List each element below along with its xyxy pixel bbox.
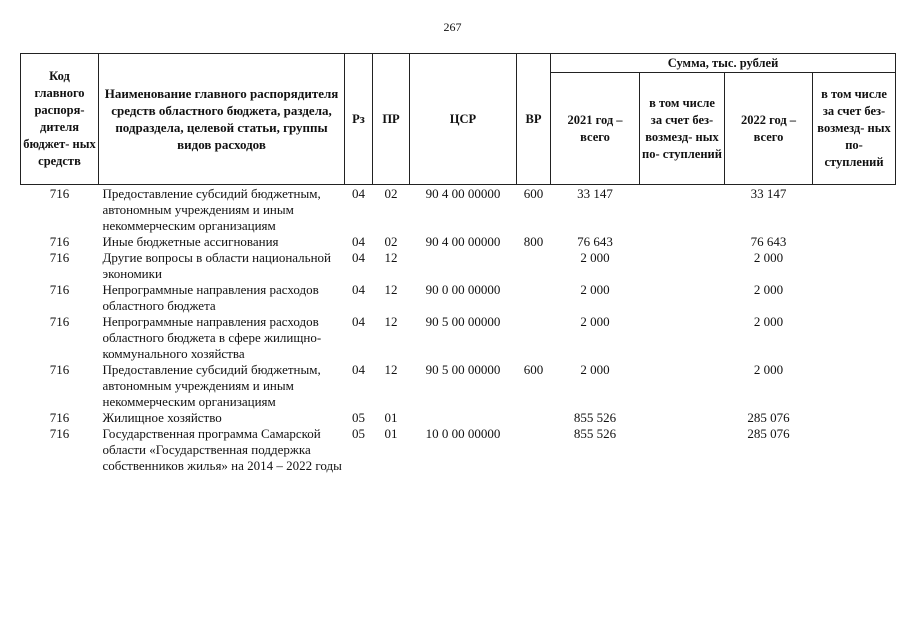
cell-pr: 01 xyxy=(384,426,398,441)
cell-2021-total: 76 643 xyxy=(577,234,613,249)
cell-pr: 02 xyxy=(384,234,398,249)
page-number: 267 xyxy=(443,20,462,34)
cell-name: Предоставление субсидий бюджетным, автономным учреждениям и иным некоммерческим организациям xyxy=(102,362,321,409)
cell-2022-free xyxy=(813,426,896,474)
cell-2021-free xyxy=(640,234,725,250)
cell-csr xyxy=(410,410,517,426)
cell-name: Жилищное хозяйство xyxy=(102,410,222,425)
cell-2022-total: 2 000 xyxy=(753,362,784,377)
cell-2022-free xyxy=(813,410,896,426)
cell-rz: 04 xyxy=(352,314,365,329)
cell-csr: 90 0 00 00000 xyxy=(425,282,501,297)
header-rz: Рз xyxy=(345,54,373,185)
header-2021-total: 2021 год – всего xyxy=(551,73,640,185)
cell-vr: 600 xyxy=(523,186,544,201)
cell-vr xyxy=(517,410,551,426)
table-row xyxy=(21,250,896,282)
cell-2022-free xyxy=(813,314,896,362)
cell-pr: 01 xyxy=(384,410,398,425)
cell-code: 716 xyxy=(49,362,70,377)
cell-csr: 90 5 00 00000 xyxy=(425,362,501,377)
cell-vr xyxy=(517,314,551,362)
cell-2021-total: 855 526 xyxy=(573,410,617,425)
cell-vr: 600 xyxy=(523,362,544,377)
cell-2022-free xyxy=(813,234,896,250)
cell-pr: 12 xyxy=(384,314,398,329)
cell-pr: 12 xyxy=(384,250,398,265)
cell-2022-free xyxy=(813,282,896,314)
cell-2021-free xyxy=(640,362,725,410)
header-csr: ЦСР xyxy=(410,54,517,185)
cell-rz: 05 xyxy=(352,426,365,441)
cell-rz: 05 xyxy=(352,410,365,425)
cell-2021-total: 2 000 xyxy=(580,314,610,329)
cell-code: 716 xyxy=(49,250,70,265)
cell-rz: 04 xyxy=(352,362,365,377)
table-row xyxy=(21,314,896,362)
header-vr: ВР xyxy=(517,54,551,185)
cell-pr: 12 xyxy=(384,362,398,377)
cell-name: Предоставление субсидий бюджетным, автономным учреждениям и иным некоммерческим организациям xyxy=(102,186,321,233)
cell-2021-total: 2 000 xyxy=(580,362,610,377)
cell-2021-free xyxy=(640,250,725,282)
header-2022-free: в том числе за счет без- возмезд- ных по- ступлений xyxy=(813,73,896,185)
cell-2021-total: 2 000 xyxy=(580,250,610,265)
cell-csr: 10 0 00 00000 xyxy=(425,426,501,441)
table-row xyxy=(21,362,896,410)
cell-2022-total: 285 076 xyxy=(747,426,790,441)
cell-2022-total: 2 000 xyxy=(753,250,784,265)
cell-2021-total: 33 147 xyxy=(577,186,613,201)
cell-2021-free xyxy=(640,314,725,362)
header-name: Наименование главного распорядителя средств областного бюджета, раздела, подраздела, целевой статьи, группы видов расходов xyxy=(99,54,345,185)
header-2022-total: 2022 год – всего xyxy=(725,73,813,185)
header-2021-free: в том числе за счет без- возмезд- ных по- ступлений xyxy=(640,73,725,185)
cell-2021-free xyxy=(640,185,725,235)
cell-rz: 04 xyxy=(352,234,365,249)
cell-2022-free xyxy=(813,250,896,282)
header-code: Код главного распоря- дителя бюджет- ных средств xyxy=(21,54,99,185)
cell-code: 716 xyxy=(49,410,70,425)
table-body xyxy=(21,185,896,475)
table-row xyxy=(21,426,896,474)
cell-pr: 12 xyxy=(384,282,398,297)
cell-pr: 02 xyxy=(384,186,398,201)
cell-2022-total: 2 000 xyxy=(753,314,784,329)
header-pr: ПР xyxy=(373,54,410,185)
cell-name: Непрограммные направления расходов областного бюджета xyxy=(102,282,319,313)
cell-rz: 04 xyxy=(352,282,365,297)
cell-rz: 04 xyxy=(352,250,365,265)
cell-rz: 04 xyxy=(352,186,365,201)
cell-name: Государственная программа Самарской области «Государственная поддержка собственников жилья» на 2014 – 2022 годы xyxy=(102,426,342,473)
cell-2021-free xyxy=(640,410,725,426)
cell-2021-free xyxy=(640,426,725,474)
table-header xyxy=(21,54,896,185)
cell-csr: 90 4 00 00000 xyxy=(425,234,501,249)
cell-vr xyxy=(517,250,551,282)
cell-name: Иные бюджетные ассигнования xyxy=(102,234,279,249)
table-row xyxy=(21,234,896,250)
cell-2022-free xyxy=(813,185,896,235)
cell-code: 716 xyxy=(49,186,70,201)
budget-table xyxy=(20,53,896,474)
cell-2021-free xyxy=(640,282,725,314)
cell-2022-total: 76 643 xyxy=(750,234,787,249)
cell-2022-total: 33 147 xyxy=(750,186,787,201)
cell-code: 716 xyxy=(49,234,70,249)
cell-vr: 800 xyxy=(523,234,544,249)
cell-vr xyxy=(517,282,551,314)
cell-name: Непрограммные направления расходов областного бюджета в сфере жилищно-коммунального хозяйства xyxy=(102,314,322,361)
table-row xyxy=(21,185,896,235)
cell-csr: 90 4 00 00000 xyxy=(425,186,501,201)
table-row xyxy=(21,410,896,426)
cell-code: 716 xyxy=(49,426,70,441)
cell-csr: 90 5 00 00000 xyxy=(425,314,501,329)
table-row xyxy=(21,282,896,314)
cell-2022-free xyxy=(813,362,896,410)
cell-code: 716 xyxy=(49,314,70,329)
cell-name: Другие вопросы в области национальной экономики xyxy=(102,250,331,281)
cell-2021-total: 855 526 xyxy=(573,426,617,441)
header-sum: Сумма, тыс. рублей xyxy=(551,54,896,73)
cell-2022-total: 2 000 xyxy=(753,282,784,297)
cell-code: 716 xyxy=(49,282,70,297)
cell-csr xyxy=(410,250,517,282)
cell-vr xyxy=(517,426,551,474)
cell-2021-total: 2 000 xyxy=(580,282,610,297)
cell-2022-total: 285 076 xyxy=(747,410,790,425)
